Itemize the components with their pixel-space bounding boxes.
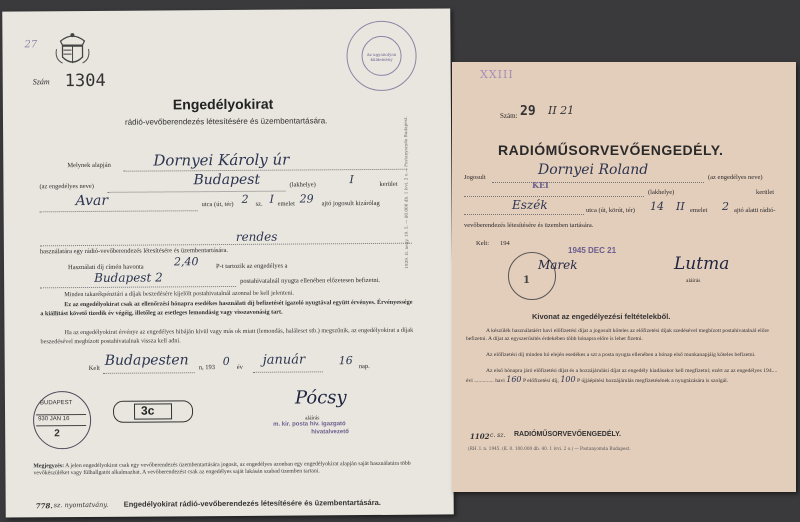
line4-text: vevőberendezés létesítésére és üzemben tartására. [464, 222, 594, 229]
signer-role: hivatalvezető [311, 429, 349, 436]
conditions-p4-tail: P újjáépítési hozzájárulás megfizetésének a nyugtázására is szolgál. [577, 377, 729, 384]
date-day: 16 [338, 354, 353, 368]
kerulet-label: kerület [379, 180, 398, 188]
conditions-p3 [466, 368, 784, 385]
district-value: I [349, 173, 354, 187]
date-stamp-2: 1945 DEC 21 [568, 246, 617, 255]
date-month: január [262, 352, 306, 368]
margin-mark: 27 [24, 39, 38, 51]
stamp-text: Az ugyanolyan küldemény [366, 51, 397, 63]
street-label: utca (út, tér) [201, 200, 234, 209]
emelet-label: emelet [277, 200, 295, 208]
form-label-2: c. sz. [490, 432, 506, 439]
usage-type: rendes [235, 229, 278, 244]
kelt-label: Kelt: [476, 240, 489, 247]
conditions-p3-text: Az első hónapra járó előfizetési díjat és a hozzájárulási díjat az engedély kiadásakor kell megfizetni; ezért az az engedélyes 194.... évi .............. havi [466, 368, 778, 384]
paragraph-1: Minden takarékpénztári a díjak beszedésére kijelölt postahivatalnál azonnal be kell jelenteni. [64, 289, 294, 299]
date-label: Kelt [88, 364, 100, 372]
signer-office: m. kir. posta hiv. igazgató [273, 421, 346, 428]
postmark-number: 2 [54, 428, 60, 440]
conditions-title: Kivonat az engedélyezési feltételekből. [532, 312, 671, 321]
szam-label-2: Szám: [500, 112, 518, 120]
street-value-2: Eszék [512, 198, 548, 212]
floor-value-2: II [676, 200, 685, 213]
row2-label: (az engedélyes neve) [39, 182, 94, 191]
postmark-stamp [33, 391, 91, 449]
fee-value: 2,40 [173, 255, 199, 269]
postmark-date: 930 JAN 16 [38, 416, 70, 423]
form-number-2: 1102 [470, 432, 490, 441]
signature-2: Lutma [674, 254, 730, 274]
footer-small-2: (RH. I. n. 1945. (K. 0. 100.000 db. 40. 1 ívvi. 2 o.) — Postanyomda Budapest. [468, 446, 631, 451]
coat-of-arms-icon [54, 29, 90, 69]
conditions-p1: A készülék használatáért havi előfizetési díjat a jogosult köteles az előfizetési díjak szedésével megbízott postahivatalnál előre befizetni. A díjat az egyszerűsítés érdekében több hónapra előre is lehet fizetni. [466, 328, 769, 342]
circle-stamp-text: 1 [523, 275, 530, 286]
small-stamp: KEI [532, 180, 549, 190]
conditions-p2: Az előfizetési díj minden hó elején esedékes a szt a posta nyugta ellenében a hónap első munkanapjáig köteles befizetni. [486, 352, 756, 358]
footer-title: Engedélyokirat rádió-vevőberendezés létesítésére és üzembentartására. [123, 497, 381, 509]
form-label: sz. nyomtatvány. [53, 500, 109, 510]
kerulet-label-2: kerület [756, 189, 775, 196]
code-box-stamp [113, 400, 193, 423]
szam-suffix-2: II 21 [548, 104, 575, 117]
fee-label: Használati díj címén havonta [68, 263, 144, 272]
corner-mark: XXIII [480, 68, 514, 81]
postal-stamp [346, 21, 416, 91]
lakhely-label: (lakhelye) [289, 181, 316, 189]
initial-signature: Marek [538, 258, 578, 272]
signature-label-2: aláírás [686, 278, 701, 284]
note-label: Megjegyzés: [33, 463, 65, 470]
street-tail-2: ajtó alatti rádió- [734, 207, 776, 214]
row1-label: Melynek alapján [67, 161, 111, 170]
sz-label: sz. [255, 200, 263, 208]
conditions-contribution: 100 [560, 374, 576, 384]
date-place: Budapesten [104, 352, 189, 369]
document-subtitle: rádió-vevőberendezés létesítésére és üzembentartására. [124, 116, 328, 127]
footer-title-2: RADIÓMŰSORVEVŐENGEDÉLY. [514, 431, 621, 438]
side-print: 1929. II. negy. 19. 5. — 80.000 db. 1 ívvi. 2 o.— Postanyomda Budapest. [402, 116, 410, 269]
conditions-fee: 160 [506, 374, 522, 384]
lakhely-label-2: (lakhelye) [648, 189, 675, 196]
row5-text: használatára egy rádió-vevőberendezés létesítésére és üzembentartására. [39, 247, 228, 256]
paragraph-3: Ha az engedélyokirat érvénye az engedélyes hibáján kívül vagy más ok miatt (lemondás, haláleset stb.) megszűnik, az engedélyokirat a díjak beszedésével megbízott postahivatalnak vissza kell adni. [40, 326, 414, 345]
engedelyokirat-document [2, 8, 454, 517]
signature-label: aláírás [305, 415, 320, 422]
post-office-value: Budapest 2 [94, 270, 163, 285]
document-title: Engedélyokirat [172, 95, 274, 113]
szam-value: 1304 [64, 70, 106, 92]
door-value: 29 [299, 192, 314, 206]
conditions-p3-tail: P előfizetési díj, [522, 377, 559, 384]
paragraph-2: Ez az engedélyokirat csak az ellenőrzési hónapra esedékes használati díj befizetését igazoló nyugtával együtt érvényes. Érvényessége a kiállítást követő tizedik év végéig, illetőleg az esetleges lemondásig vagy visszavonásig tart. [40, 298, 413, 317]
jogosult-tail: (az engedélyes neve) [708, 174, 763, 181]
radiomusorvevo-engedely-document [452, 62, 796, 492]
date-ev: év [236, 363, 243, 371]
postmark-city: BUDAPEST [39, 400, 73, 407]
kelt-value: 194 [500, 240, 510, 247]
szam-value-2: 29 [520, 104, 536, 119]
emelet-label-2: emelet [690, 207, 708, 214]
holder-name: Dornyei Károly úr [153, 150, 290, 170]
floor-value: I [269, 192, 274, 206]
door-value-2: 2 [722, 200, 729, 213]
row3-tail: ajtó jogosult kizárólag [321, 199, 380, 208]
house-number: 2 [241, 192, 249, 206]
post-office-tail: postahivatalnál nyugta ellenében előzetesen befizetni. [240, 276, 381, 285]
holder-city: Budapest [193, 171, 261, 189]
document-title-2: RADIÓMŰSORVEVŐENGEDÉLY. [498, 142, 724, 158]
jogosult-label: Jogosult [464, 174, 486, 181]
note-text: A jelen engedélyokirat csak egy vevőberendezés üzembentartására jogosít, az engedélyes azonban egy engedélyokirat alapján saját használatára több vevőkészüléket vagy fülhallgatót alkalmazhat. A vevőberendezést csak az engedélyes saját lakásán szabad üzemben tartani. [33, 460, 411, 477]
szam-label: Szám [32, 77, 50, 87]
note-paragraph [33, 461, 415, 478]
fee-tail: P-t tartozik az engedélyes a [216, 262, 288, 271]
date-nap: nap. [358, 363, 370, 371]
street-value: Avar [75, 192, 109, 210]
house-number-2: 14 [650, 200, 664, 213]
code-box-value: 3c [140, 403, 155, 418]
date-year: 0 [222, 354, 230, 369]
signature-1: Pócsy [294, 387, 347, 409]
form-number: 778. [35, 501, 53, 511]
date-year-label: n, 193 [198, 364, 216, 372]
holder-name-2: Dornyei Roland [538, 162, 649, 178]
street-label-2: utca (út, körút, tér) [586, 207, 635, 214]
